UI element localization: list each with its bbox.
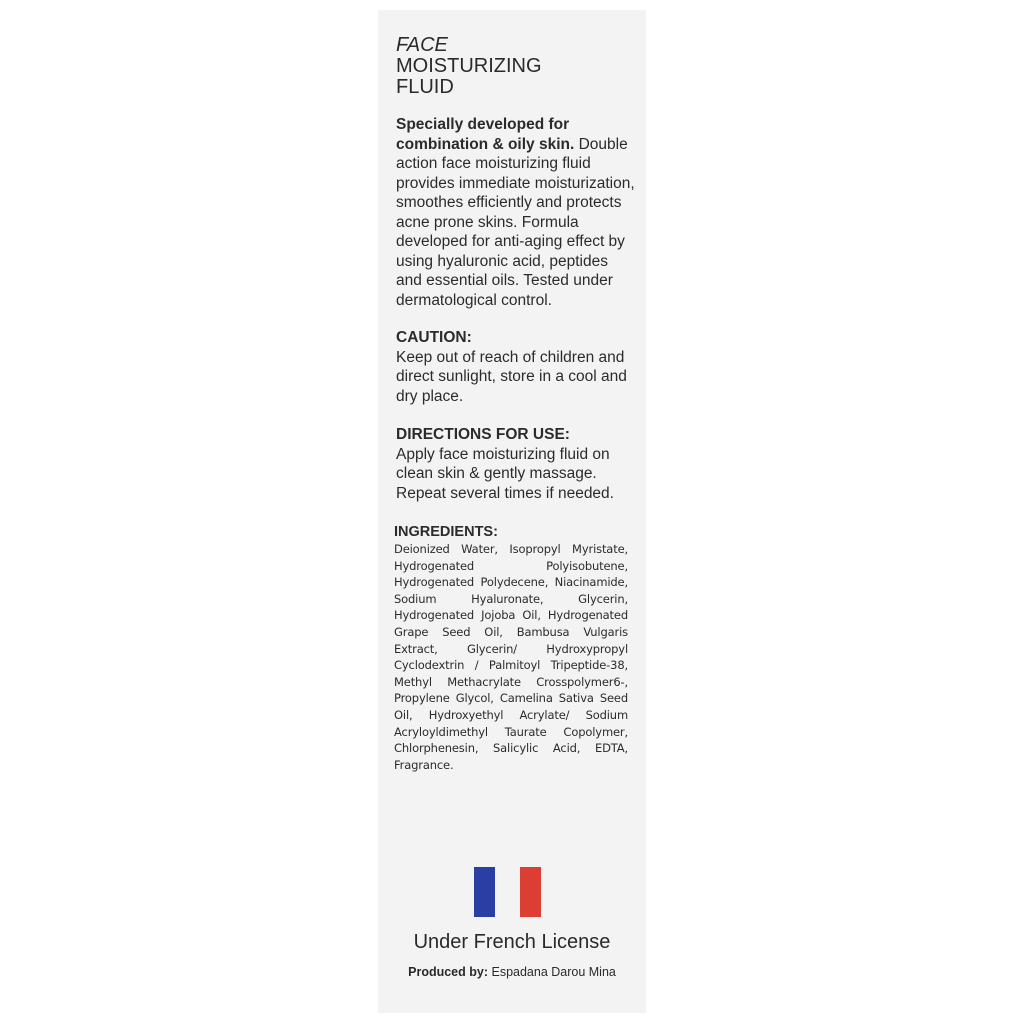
- description-body: Double action face moisturizing fluid provides immediate moisturization, smoothes efficiently and protects acne prone skins. Formula developed for anti-aging effect by using hyaluronic acid, peptides and essential oils. Tested under dermatological control.: [396, 135, 635, 309]
- french-flag-icon: [474, 867, 542, 917]
- ingredients-list: Deionized Water, Isopropyl Myristate, Hydrogenated Polyisobutene, Hydrogenated Polydecene, Niacinamide, Sodium Hyaluronate, Glycerin, Hydrogenated Jojoba Oil, Hydrogenated Grape Seed Oil, Bambusa Vulgaris Extract, Glycerin/ Hydroxypropyl Cyclodextrin / Palmitoyl Tripeptide-38, Methyl Methacrylate Crosspolymer6-, Propylene Glycol, Camelina Sativa Seed Oil, Hydroxyethyl Acrylate/ Sodium Acryloyldimethyl Taurate Copolymer, Chlorphenesin, Salicylic Acid, EDTA, Fragrance.: [394, 542, 628, 772]
- caution-heading: CAUTION:: [396, 329, 472, 346]
- ingredients-section: [394, 523, 628, 773]
- license-text: Under French License: [413, 931, 611, 953]
- description-lead: Specially developed for combination & oily skin.: [396, 116, 575, 153]
- producer-label: Produced by:: [408, 965, 488, 979]
- directions-text: Apply face moisturizing fluid on clean skin & gently massage. Repeat several times if needed.: [396, 445, 614, 502]
- product-description: [396, 115, 636, 310]
- producer-name: Espadana Darou Mina: [491, 965, 616, 979]
- title-line-face: FACE: [396, 34, 448, 56]
- product-label-panel: [378, 10, 646, 1013]
- title-line-fluid: FLUID: [396, 76, 454, 98]
- ingredients-heading: INGREDIENTS:: [394, 524, 498, 540]
- flag-blue-stripe: [474, 867, 495, 917]
- caution-section: [396, 328, 636, 406]
- caution-text: Keep out of reach of children and direct sunlight, store in a cool and dry place.: [396, 348, 627, 405]
- title-line-moisturizing: MOISTURIZING: [396, 55, 542, 77]
- directions-section: [396, 425, 636, 503]
- producer-line: [378, 964, 646, 980]
- directions-heading: DIRECTIONS FOR USE:: [396, 426, 570, 443]
- product-title: [396, 35, 542, 98]
- flag-red-stripe: [520, 867, 541, 917]
